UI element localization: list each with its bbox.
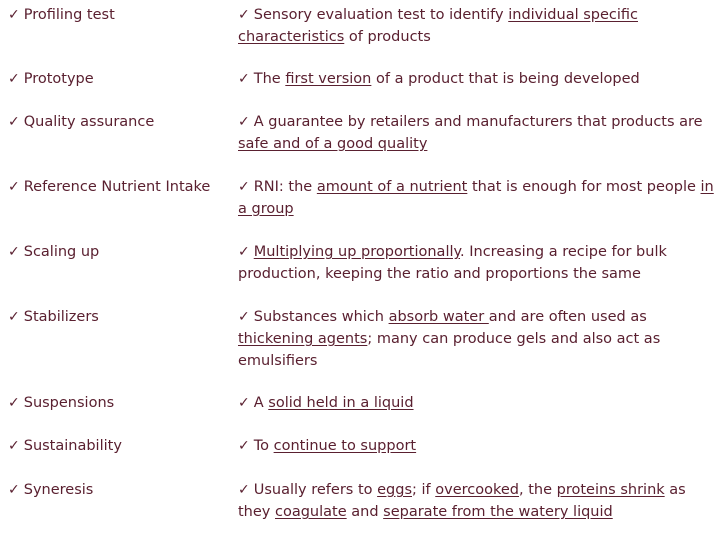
glossary-term [8, 479, 234, 501]
glossary-definition [238, 68, 718, 90]
checkmark-icon: ✓ [238, 482, 250, 498]
glossary-definition [238, 176, 718, 220]
checkmark-icon: ✓ [8, 244, 20, 260]
glossary-term [8, 435, 234, 457]
glossary-term [8, 176, 234, 198]
definition-keyword: proteins shrink [556, 482, 665, 498]
checkmark-icon: ✓ [238, 71, 250, 87]
definition-text: ; many can produce gels and also act as emulsifiers [238, 331, 661, 369]
definition-keyword: continue to support [273, 438, 417, 454]
glossary-definition [238, 479, 718, 523]
term-label: Quality assurance [23, 114, 155, 130]
glossary-definition [238, 111, 718, 155]
checkmark-icon: ✓ [8, 179, 20, 195]
definition-text: of a product that is being developed [371, 71, 640, 87]
checkmark-icon: ✓ [8, 482, 20, 498]
definition-text: as they [238, 482, 686, 520]
glossary-definition [238, 392, 718, 414]
definition-text: Usually refers to [253, 482, 378, 498]
definition-keyword: safe and of a good quality [238, 136, 428, 152]
definition-text: and [346, 504, 384, 520]
checkmark-icon: ✓ [238, 244, 250, 260]
checkmark-icon: ✓ [8, 438, 20, 454]
definition-keyword: amount of a nutrient [316, 179, 468, 195]
definition-keyword: absorb water [388, 309, 489, 325]
checkmark-icon: ✓ [8, 71, 20, 87]
checkmark-icon: ✓ [8, 395, 20, 411]
definition-text: . Increasing a recipe for bulk production, keeping the ratio and proportions the same [238, 244, 667, 282]
glossary-term [8, 4, 234, 26]
definition-keyword: thickening agents [238, 331, 368, 347]
glossary-term [8, 111, 234, 133]
term-label: Suspensions [23, 395, 115, 411]
glossary-term [8, 392, 234, 414]
definition-keyword: separate from the watery liquid [383, 504, 613, 520]
definition-text: , the [519, 482, 557, 498]
glossary-definition [238, 241, 718, 285]
definition-keyword: first version [285, 71, 372, 87]
term-label: Stabilizers [23, 309, 99, 325]
definition-keyword: in a group [238, 179, 714, 217]
glossary-term [8, 306, 234, 328]
term-label: Reference Nutrient Intake [23, 179, 211, 195]
checkmark-icon: ✓ [8, 114, 20, 130]
definition-text: A [253, 395, 269, 411]
term-label: Sustainability [23, 438, 122, 454]
term-label: Profiling test [23, 7, 115, 23]
term-label: Syneresis [23, 482, 94, 498]
definition-text: The [253, 71, 286, 87]
definition-text: A guarantee by retailers and manufacturers that products are [253, 114, 703, 130]
checkmark-icon: ✓ [8, 309, 20, 325]
definition-text: RNI: the [253, 179, 317, 195]
glossary-term [8, 68, 234, 90]
glossary-definition [238, 435, 718, 457]
definition-text: and are often used as [488, 309, 647, 325]
term-label: Scaling up [23, 244, 100, 260]
definition-text: ; if [412, 482, 436, 498]
checkmark-icon: ✓ [238, 395, 250, 411]
definition-text: Substances which [253, 309, 389, 325]
definition-text: that is enough for most people [467, 179, 701, 195]
definition-keyword: eggs [377, 482, 412, 498]
definition-keyword: solid held in a liquid [268, 395, 414, 411]
checkmark-icon: ✓ [238, 7, 250, 23]
glossary-definition [238, 4, 718, 48]
definition-keyword: coagulate [275, 504, 347, 520]
definition-keyword: Multiplying up proportionally [253, 244, 461, 260]
definition-text: To [253, 438, 274, 454]
definition-text: Sensory evaluation test to identify [253, 7, 509, 23]
glossary-term [8, 241, 234, 263]
checkmark-icon: ✓ [238, 179, 250, 195]
checkmark-icon: ✓ [238, 309, 250, 325]
checkmark-icon: ✓ [8, 7, 20, 23]
term-label: Prototype [23, 71, 94, 87]
checkmark-icon: ✓ [238, 438, 250, 454]
glossary-definition [238, 306, 718, 372]
definition-text: of products [344, 29, 431, 45]
definition-keyword: overcooked [435, 482, 519, 498]
checkmark-icon: ✓ [238, 114, 250, 130]
definition-keyword: individual specific characteristics [238, 7, 638, 45]
